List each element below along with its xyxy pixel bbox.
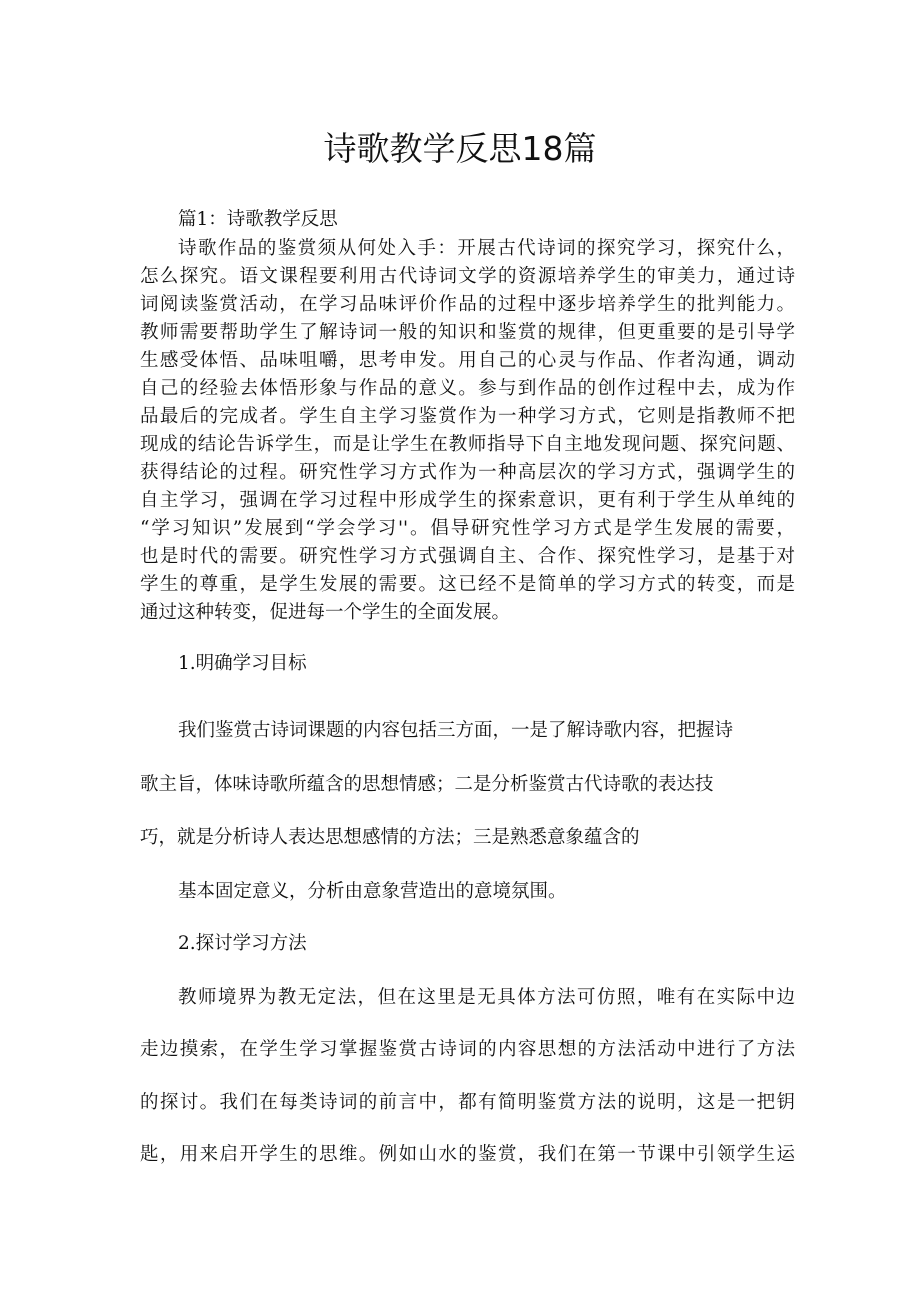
paragraph-line: 获得结论的过程。研究性学习方式作为一种高层次的学习方式，强调学生的 (140, 462, 795, 483)
paragraph-line: 词阅读鉴赏活动，在学习品味评价作品的过程中逐步培养学生的批判能力。 (140, 294, 795, 315)
paragraph-line: 自己的经验去体悟形象与作品的意义。参与到作品的创作过程中去，成为作 (140, 378, 795, 399)
section-heading: 篇1：诗歌教学反思 (178, 209, 338, 230)
paragraph-line: 怎么探究。语文课程要利用古代诗词文学的资源培养学生的审美力，通过诗 (140, 266, 795, 287)
paragraph-line: 现成的结论告诉学生，而是让学生在教师指导下自主地发现问题、探究问题、 (140, 434, 795, 455)
paragraph-line: 通过这种转变，促进每一个学生的全面发展。 (140, 602, 511, 623)
subheading-learning-methods: 2.探讨学习方法 (178, 933, 307, 954)
paragraph-line: 品最后的完成者。学生自主学习鉴赏作为一种学习方式，它则是指教师不把 (140, 406, 795, 427)
paragraph-line: 教师需要帮助学生了解诗词一般的知识和鉴赏的规律，但更重要的是引导学 (140, 322, 795, 343)
paragraph-line: 诗歌作品的鉴赏须从何处入手：开展古代诗词的探究学习，探究什么， (178, 238, 795, 259)
paragraph-line: 基本固定意义，分析由意象营造出的意境氛围。 (178, 881, 567, 902)
paragraph-line: 也是时代的需要。研究性学习方式强调自主、合作、探究性学习，是基于对 (140, 546, 795, 567)
paragraph-line: 学生的尊重，是学生发展的需要。这已经不是简单的学习方式的转变，而是 (140, 574, 795, 595)
paragraph-line: 自主学习，强调在学习过程中形成学生的探索意识，更有利于学生从单纯的 (140, 490, 795, 511)
document-title: 诗歌教学反思18篇 (323, 129, 597, 168)
paragraph-line: “学习知识”发展到“学会学习''。倡导研究性学习方式是学生发展的需要， (140, 518, 795, 539)
paragraph-line: 歌主旨，体味诗歌所蕴含的思想情感；二是分析鉴赏古代诗歌的表达技 (140, 774, 714, 795)
paragraph-line: 走边摸索，在学生学习掌握鉴赏古诗词的内容思想的方法活动中进行了方法 (140, 1039, 795, 1060)
paragraph-line: 匙，用来启开学生的思维。例如山水的鉴赏，我们在第一节课中引领学生运 (140, 1144, 795, 1165)
paragraph-line: 我们鉴赏古诗词课题的内容包括三方面，一是了解诗歌内容，把握诗 (178, 720, 734, 741)
paragraph-line: 的探讨。我们在每类诗词的前言中，都有简明鉴赏方法的说明，这是一把钥 (140, 1092, 795, 1113)
subheading-learning-goals: 1.明确学习目标 (178, 653, 307, 674)
paragraph-line: 教师境界为教无定法，但在这里是无具体方法可仿照，唯有在实际中边 (178, 987, 795, 1008)
paragraph-line: 巧，就是分析诗人表达思想感情的方法；三是熟悉意象蕴含的 (140, 827, 640, 848)
paragraph-line: 生感受体悟、品味咀嚼，思考申发。用自己的心灵与作品、作者沟通，调动 (140, 350, 795, 371)
